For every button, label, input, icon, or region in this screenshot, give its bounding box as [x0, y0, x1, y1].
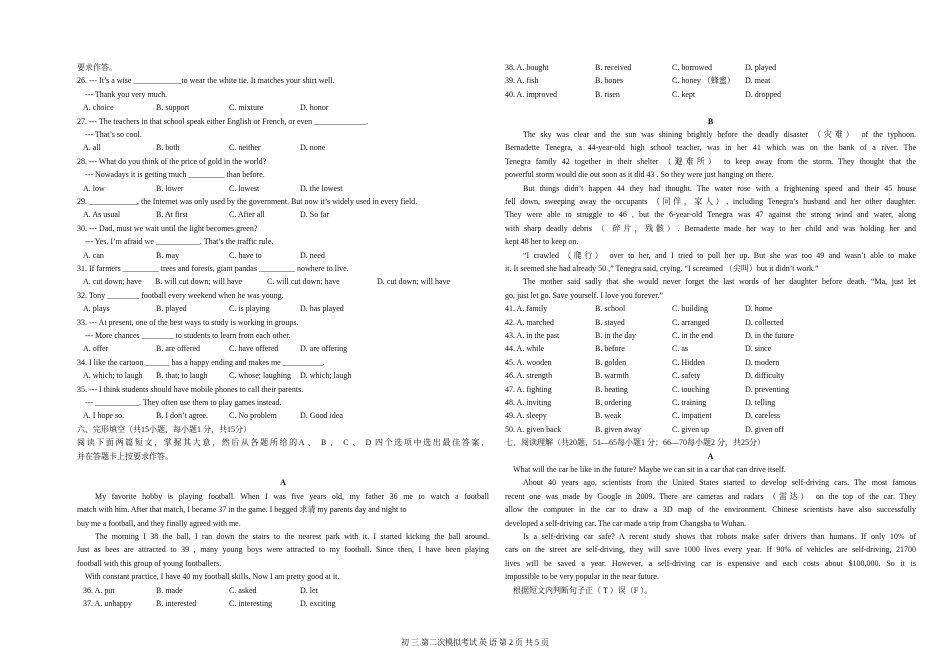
option-D: D. careless [745, 411, 781, 421]
option-C: C. building [672, 304, 709, 314]
text-line: What will the car be like in the future? Maybe we can sit in a car that can drive itself. [513, 465, 786, 474]
option-B: B. interested [156, 599, 197, 608]
text-line: --- ___________. They often use them to play games instead. [85, 398, 282, 407]
option-A: 38. A. bought [505, 63, 549, 72]
option-D: D. in the future [745, 331, 794, 340]
option-A: 40. A. improved [505, 89, 557, 99]
option-A: 41. A. family [505, 304, 548, 314]
option-D: D. difficulty [745, 371, 785, 381]
option-D: D. has played [300, 304, 344, 314]
option-D: D. none [300, 143, 326, 153]
option-C: C. mixture [229, 103, 264, 113]
option-B: B. given away [595, 424, 641, 434]
option-C: C. safety [672, 371, 701, 381]
option-B: B. lower [156, 183, 184, 193]
option-C: C. touching [672, 384, 710, 394]
option-D: D. need [300, 250, 325, 260]
option-D: D. exciting [300, 599, 336, 608]
text-line: 31. If farmers _________ trees and forests, giant pandas _________ nowhere to live. [77, 264, 349, 273]
option-B: B. are offered [156, 344, 201, 354]
option-B: B. may [156, 250, 180, 260]
option-B: B. before [595, 344, 625, 354]
option-C: C. lowest [229, 183, 260, 193]
option-A: A. cut down; have [83, 277, 142, 287]
text-line: --- Thank you very much. [85, 89, 168, 99]
option-B: B. made [156, 585, 183, 595]
option-B: B. warmth [595, 371, 629, 381]
text-line: 28. --- What do you think of the price of gold in the world? [77, 156, 267, 166]
option-C: C. training [672, 398, 707, 407]
option-B: B. that; to laugh [156, 371, 208, 381]
text-line: developed a self-driving car. The car made a trip from Changsha to Wuhan. [505, 518, 747, 528]
option-D: D. which; laugh [300, 371, 352, 381]
text-line: They were able to struggle to 46 , but the 6-year-old Tenegra was 47 against the strong wind and water, along [505, 210, 916, 220]
option-C: C. arranged [672, 317, 710, 327]
option-D: D. modern [745, 357, 780, 367]
text-line: Tenegra family 42 together in their shelter （避难所） to keep away from the storm. They thought that the [505, 156, 916, 166]
option-C: C. as [672, 344, 688, 354]
text-line: lives will be saved a year. However, a self-driving car is expensive and each costs about $100,000. So it is [505, 558, 916, 568]
option-B: B. bones [595, 76, 623, 86]
text-line: buy me a football, and they finally agreed with me. [77, 518, 241, 528]
option-D: D. dropped [745, 89, 781, 99]
option-C: C. honey （蜂蜜） [672, 76, 735, 86]
option-A: 47. A. fighting [505, 384, 552, 394]
option-D: D. So far [300, 210, 330, 220]
text-line: But things didn’t happen 44 they had thought. The water rose with a frightening speed and their 45 house [523, 183, 916, 193]
option-C: C. whose; laughing [229, 371, 291, 381]
section-heading: A [707, 451, 714, 461]
option-B: B. will cut down; will have [155, 277, 243, 287]
option-C: C. interesting [229, 599, 273, 608]
text-line: With constant practice, I have 40 my football skills. Now I am pretty good at it. [85, 572, 340, 582]
text-line: recent one was made by Google in 2009. There are cameras and radars （雷达） on the top of the car. They [505, 491, 916, 501]
option-B: B. beating [595, 384, 628, 394]
option-B: B. At first [156, 210, 188, 220]
option-A: 48. A. inviting [505, 398, 552, 407]
option-B: B. school [595, 304, 626, 314]
text-line: 要求作答。 [77, 63, 117, 72]
text-line: 32. Tony ________ football every weekend when he was young. [77, 290, 284, 300]
option-C: C. in the end [672, 331, 713, 340]
page-footer: 初 三 第二次模拟考试 英 语 第 2 页 共 5 页 [401, 638, 549, 647]
option-B: B. in the day [595, 331, 636, 340]
option-C: C. is playing [229, 304, 270, 314]
text-line: 35. --- I think students should have mobile phones to call their parents. [77, 384, 304, 394]
text-line: it. It seemed she had already 50 ,” Tenegra said, crying. “I screamed （尖叫）but it didn’t work.” [505, 264, 819, 273]
option-B: B. played [156, 304, 187, 314]
option-D: D. home [745, 304, 773, 314]
option-C: C. have to [229, 250, 262, 260]
option-D: D. telling [745, 398, 776, 407]
text-line: Is a self-driving car safe? A recent study shows that robots make safer drivers than humans. If only 10% of [523, 532, 916, 541]
option-D: D. cut down; will have [377, 277, 451, 287]
option-D: D. preventing [745, 384, 789, 394]
option-B: B. golden [595, 357, 627, 367]
option-A: A. offer [83, 344, 109, 354]
option-A: 37. A. unhappy [83, 599, 132, 608]
option-A: 43. A. in the past [505, 331, 560, 340]
option-D: D. since [745, 344, 772, 354]
option-A: A. choice [83, 103, 114, 113]
option-C: C. given up [672, 424, 710, 434]
option-D: D. the lowest [300, 183, 343, 193]
option-A: A. plays [83, 304, 110, 314]
text-line: go, just let go. Save yourself. I love you forever.” [505, 290, 663, 300]
option-C: C. After all [229, 210, 265, 220]
section-heading: A [280, 478, 286, 488]
option-B: B. received [595, 63, 632, 72]
option-A: 42. A. marched [505, 317, 554, 327]
text-line: cars on the street are self-driving, they will save 1000 lives every year. If 90% of vehicles are self-driving, 21700 [505, 545, 916, 555]
option-D: D. given off [745, 424, 784, 434]
text-line: About 40 years ago, scientists from the United States started to develop self-driving cars. The most famous [523, 478, 916, 488]
text-line: Just as bees are attracted to 39 , many young boys were attracted to my football. Since then, I have been playing [77, 545, 489, 555]
option-C: C. will cut down; have [267, 277, 340, 287]
text-line: “I crawled （爬行） over to her, and I tried to pull her up. But she was too 49 and wasn’t able to make [523, 250, 916, 260]
option-D: D. played [745, 63, 777, 72]
text-line: allow the computer in the car to draw a 3D map of the environment. Chinese scientists have also successfully [505, 505, 916, 515]
text-line: My favorite hobby is playing football. When I was five years old, my father 36 me to watch a football [95, 491, 489, 501]
text-line: impossible to be very popular in the near future. [505, 572, 659, 582]
text-line: 26. --- It’s a wise ____________to wear the white tie. It matches your shirt well. [77, 76, 335, 86]
option-C: C. Hidden [672, 357, 705, 367]
option-A: A. As usual [83, 210, 121, 220]
text-line: 并在答题卡上按要求作答。 [77, 451, 173, 461]
option-D: D. collected [745, 317, 784, 327]
option-D: D. Good idea [300, 411, 343, 421]
option-C: C. impatient [672, 411, 712, 421]
option-D: D. let [300, 585, 318, 595]
option-C: C. asked [229, 585, 257, 595]
text-line: kept 48 her to keep on. [505, 237, 579, 247]
option-B: B. risen [595, 89, 620, 99]
option-A: 50. A. given back [505, 424, 562, 434]
text-line: with sharp deadly debris （ 碎片，残骸）. Bernadette made her way to her child and was holding her and [505, 223, 916, 233]
text-line: --- More chances ________ to students to learn from each other. [85, 331, 291, 340]
option-B: B. ordering [595, 398, 632, 407]
option-D: D. are offering [300, 344, 348, 354]
text-line: 30. --- Dad, must we wait until the light becomes green? [77, 223, 258, 233]
text-line: match with him. After that match, I became 37 in the game. I begged 求请 my parents day and night to [77, 505, 407, 515]
option-C: C. have offered [229, 344, 279, 354]
text-line: --- That’s so cool. [85, 130, 142, 139]
text-line: football with this group of young footballers. [77, 558, 222, 568]
option-C: C. No problem [229, 411, 277, 421]
text-line: The sky was clear and the sun was shining brightly before the deadly disaster （灾难） of the typhoon. [523, 130, 916, 139]
option-D: D. honor [300, 103, 329, 113]
text-line: 34. I like the cartoon ______ has a happy ending and makes me __________. [77, 357, 325, 367]
text-line: 27. --- The teachers in that school speak either English or French, or even _____________. [77, 116, 369, 126]
option-B: B. both [156, 143, 180, 153]
text-line: 根据短文内判断句子正（ T ）误（F ）。 [513, 585, 653, 595]
text-line: 29. ____________, the Internet was only used by the government. But now it’s widely used in every field. [77, 197, 418, 206]
option-A: 39. A. fish [505, 76, 539, 86]
option-A: A. can [83, 250, 104, 260]
section-heading: B [707, 116, 714, 126]
option-C: C. kept [672, 89, 696, 99]
option-C: C. borrowed [672, 63, 712, 72]
text-line: --- Yes. I’m afraid we ___________. That’s the traffic rule. [85, 237, 274, 247]
option-A: A. all [83, 143, 101, 153]
option-A: 45. A. wooden [505, 357, 552, 367]
text-line: Bernadette Tenegra, a 44-year-old high school teacher, was in her 41 which was on the bank of a river. The [505, 143, 916, 153]
text-line: The morning I 38 the ball, I ran down the stairs to the nearest park with it. I started kicking the ball around. [95, 532, 489, 541]
option-B: B. I don’t agree. [156, 411, 209, 421]
option-D: D. meat [745, 76, 771, 86]
option-A: A. I hope so. [83, 411, 125, 421]
option-A: 46. A. strength [505, 371, 553, 381]
option-A: 44. A. while [505, 344, 545, 354]
option-C: C. neither [229, 143, 261, 153]
option-B: B. stayed [595, 317, 625, 327]
text-line: powerful storm would die out soon as it did 43 . So they were just hanging on there. [505, 170, 774, 180]
text-line: 七、阅读理解（共20题，51—65每小题1 分；66—70每小题2 分，共25分） [505, 438, 765, 448]
text-line: 阅读下面两篇短文，掌握其大意，然后从各题所给的A 、 B 、 C 、 D 四个选项中选出最佳答案， [77, 438, 489, 448]
text-line: fell down, sweeping away the occupants （同伴，家人）, including Tenegra’s husband and her other daughter. [505, 197, 916, 206]
text-line: 33. --- At present, one of the best ways to study is working in groups. [77, 317, 299, 327]
option-A: A. low [83, 183, 105, 193]
option-A: 49. A. sleepy [505, 411, 547, 421]
option-B: B. weak [595, 411, 622, 421]
option-A: A. which; to laugh [83, 371, 143, 381]
option-B: B. support [156, 103, 190, 113]
text-line: 六、完形填空（共15小题，每小题1 分，共15分） [77, 424, 251, 434]
text-line: --- Nowadays it is getting much _________ than before. [85, 170, 265, 180]
option-A: 36. A. put [83, 585, 115, 595]
text-line: The mother said sadly that she would never forget the last words of her daughter before death. “Ma, just let [523, 277, 916, 287]
